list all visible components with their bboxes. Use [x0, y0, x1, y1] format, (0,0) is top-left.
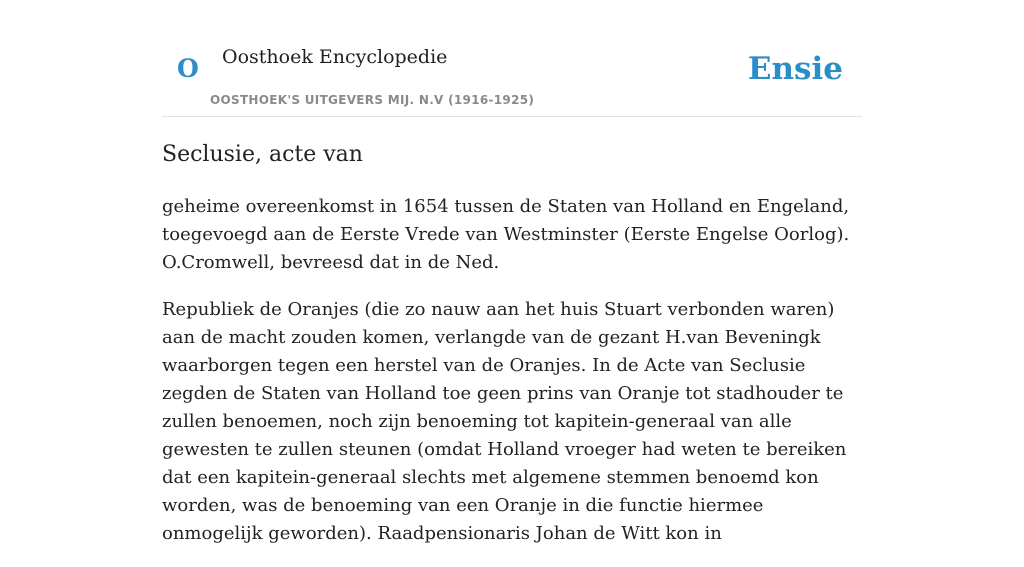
- brand-logo[interactable]: Ensie: [747, 51, 843, 87]
- article: [162, 140, 862, 567]
- site-title[interactable]: Oosthoek Encyclopedie: [222, 46, 448, 68]
- article-title: Seclusie, acte van: [162, 142, 363, 167]
- article-paragraph: Republiek de Oranjes (die zo nauw aan het huis Stuart verbonden waren) aan de macht zouden komen, verlangde van de gezant H.van Beveningk waarborgen tegen een herstel van de Oranjes. In de Acte van Seclusie zegden de Staten van Holland toe geen prins van Oranje tot stadhouder te zullen benoemen, noch zijn benoeming tot kapitein-generaal van alle gewesten te zullen steunen (omdat Holland vroeger had weten te bereiken dat een kapitein-generaal slechts met algemene stemmen benoemd kon worden, was de benoeming van een Oranje in die functie hiermee onmogelijk geworden). Raadpensionaris Johan de Witt kon in: [162, 299, 847, 544]
- publisher-label: OOSTHOEK'S UITGEVERS MIJ. N.V (1916-1925): [210, 93, 535, 107]
- logo-icon[interactable]: O: [177, 54, 199, 83]
- site-header: [162, 0, 862, 117]
- article-paragraph: geheime overeenkomst in 1654 tussen de Staten van Holland en Engeland, toegevoegd aan de Eerste Vrede van Westminster (Eerste Engelse Oorlog). O.Cromwell, bevreesd dat in de Ned.: [162, 196, 850, 273]
